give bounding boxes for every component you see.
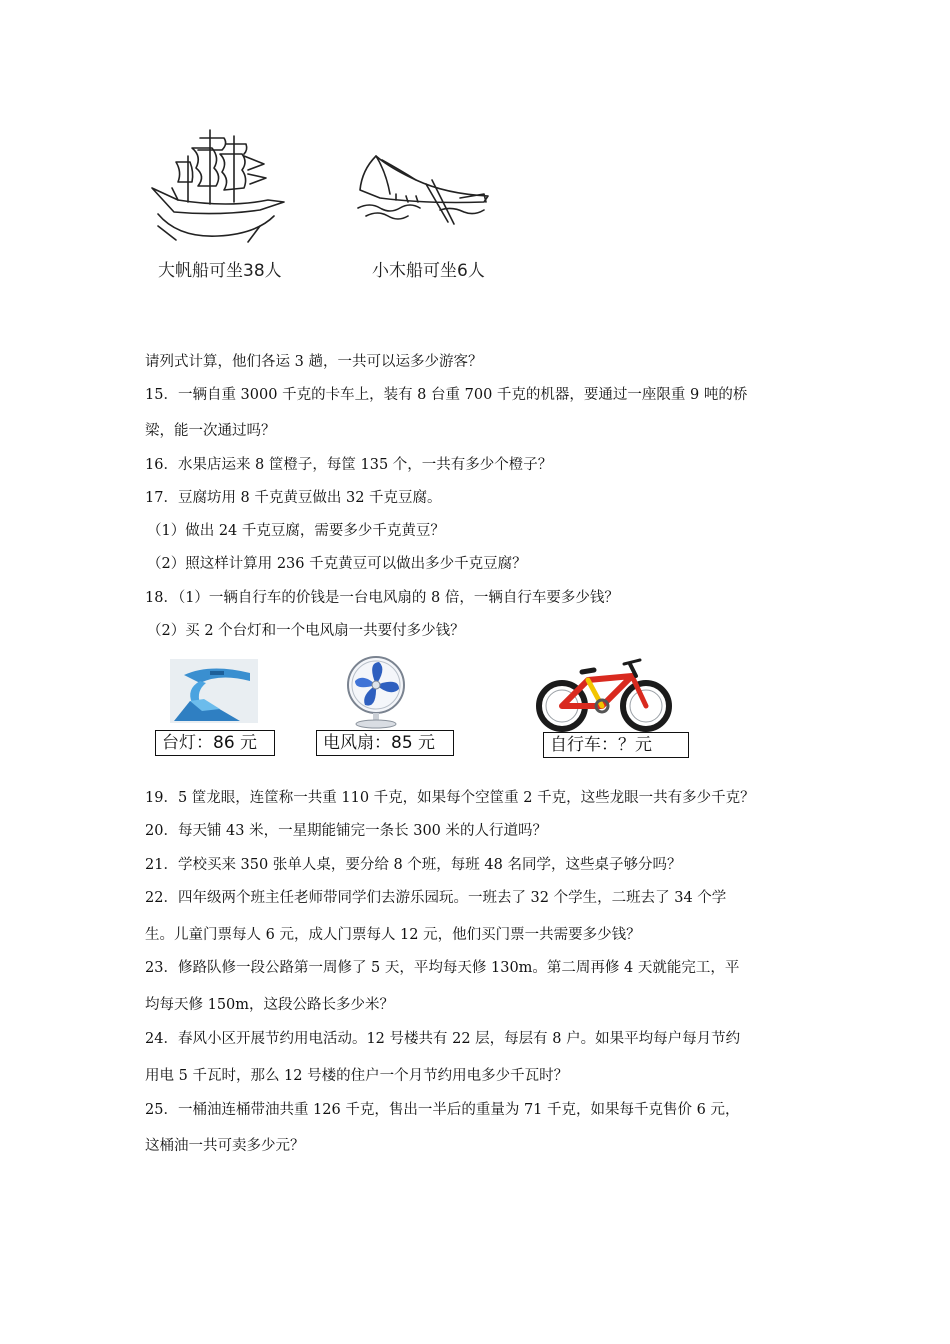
question-14-text: 请列式计算，他们各运 3 趟，一共可以运多少游客？ [145, 354, 483, 370]
question-24-text-cont: 用电 5 千瓦时，那么 12 号楼的住户一个月节约用电多少千瓦时？ [145, 1068, 569, 1084]
question-21-text: 21．学校买来 350 张单人桌，要分给 8 个班，每班 48 名同学，这些桌子够分吗？ [145, 857, 682, 873]
desk-lamp-icon [170, 659, 258, 723]
rowboat-caption: 小木船可坐6人 [372, 261, 485, 281]
electric-fan-price-label: 电风扇：85 元 [316, 730, 454, 756]
question-16-text: 16．水果店运来 8 筐橙子，每筐 135 个，一共有多少个橙子？ [145, 457, 553, 473]
rowboat-icon [356, 150, 492, 230]
question-15-text-cont: 梁，能一次通过吗？ [145, 423, 276, 439]
question-24-text: 24．春风小区开展节约用电活动。12 号楼共有 22 层，每层有 8 户。如果平均每户每月节约 [145, 1031, 741, 1047]
sailboat-illustration [148, 126, 288, 244]
sailboat-caption: 大帆船可坐38人 [158, 261, 282, 281]
electric-fan-image [343, 655, 409, 733]
question-22-text: 22．四年级两个班主任老师带同学们去游乐园玩。一班去了 32 个学生，二班去了 34 个学 [145, 890, 727, 906]
question-19-text: 19．5 筐龙眼，连筐称一共重 110 千克，如果每个空筐重 2 千克，这些龙眼一共有多少千克？ [145, 790, 755, 806]
question-18-part-1: 18．（1）一辆自行车的价钱是一台电风扇的 8 倍，一辆自行车要多少钱？ [145, 590, 619, 606]
sailboat-icon [148, 126, 288, 244]
question-15-text: 15．一辆自重 3000 千克的卡车上，装有 8 台重 700 千克的机器，要通过一座限重 9 吨的桥 [145, 387, 748, 403]
question-25-text-cont: 这桶油一共可卖多少元？ [145, 1138, 305, 1154]
desk-lamp-image [170, 659, 258, 727]
bicycle-image [536, 656, 672, 736]
rowboat-illustration [356, 150, 492, 230]
question-17-part-1: （1）做出 24 千克豆腐，需要多少千克黄豆？ [147, 523, 445, 539]
question-23-text: 23．修路队修一段公路第一周修了 5 天，平均每天修 130m。第二周再修 4 天就能完工，平 [145, 960, 740, 976]
question-23-text-cont: 均每天修 150m，这段公路长多少米？ [145, 997, 395, 1013]
question-20-text: 20．每天铺 43 米，一星期能铺完一条长 300 米的人行道吗？ [145, 823, 548, 839]
electric-fan-icon [343, 655, 409, 729]
bicycle-icon [536, 656, 672, 732]
question-18-part-2: （2）买 2 个台灯和一个电风扇一共要付多少钱？ [147, 623, 465, 639]
question-17-part-2: （2）照这样计算用 236 千克黄豆可以做出多少千克豆腐？ [147, 556, 527, 572]
bicycle-price-label: 自行车：？元 [543, 732, 689, 758]
desk-lamp-price-label: 台灯：86 元 [155, 730, 275, 756]
question-25-text: 25．一桶油连桶带油共重 126 千克，售出一半后的重量为 71 千克，如果每千克售价 6 元， [145, 1102, 740, 1118]
question-17-text: 17．豆腐坊用 8 千克黄豆做出 32 千克豆腐。 [145, 490, 442, 506]
question-22-text-cont: 生。儿童门票每人 6 元，成人门票每人 12 元，他们买门票一共需要多少钱？ [145, 927, 641, 943]
